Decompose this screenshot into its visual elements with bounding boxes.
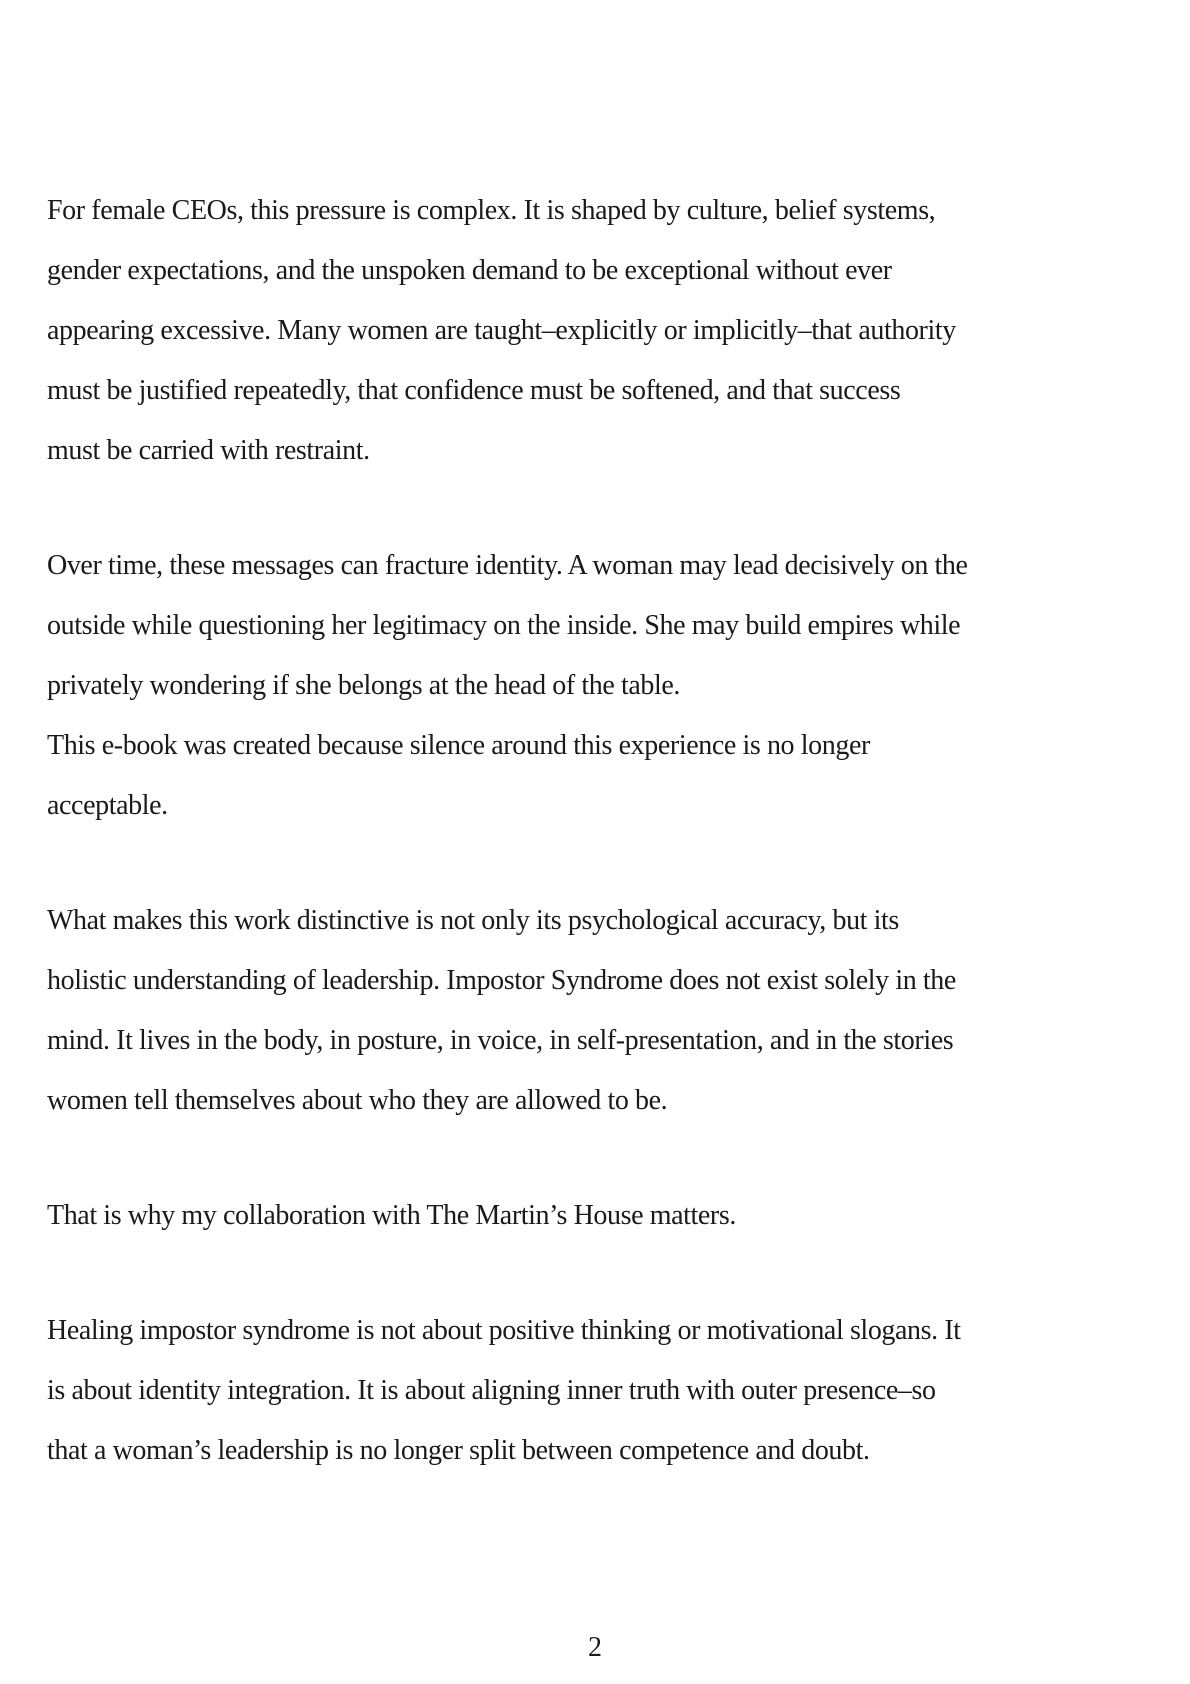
text-line: mind. It lives in the body, in posture, in voice, in self-presentation, and in the stories [47, 1025, 954, 1056]
text-line: gender expectations, and the unspoken demand to be exceptional without ever [47, 255, 892, 286]
paragraph-healing [47, 1301, 1160, 1481]
text-line: What makes this work distinctive is not only its psychological accuracy, but its [47, 905, 899, 936]
text-line: is about identity integration. It is about aligning inner truth with outer presence–so [47, 1375, 936, 1406]
text-line: appearing excessive. Many women are taught–explicitly or implicitly–that authority [47, 315, 956, 346]
paragraph-distinctive [47, 891, 1160, 1131]
text-line: women tell themselves about who they are allowed to be. [47, 1085, 668, 1116]
text-line: holistic understanding of leadership. Impostor Syndrome does not exist solely in the [47, 965, 956, 996]
page-content [47, 181, 1160, 1481]
text-line: must be carried with restraint. [47, 435, 370, 466]
text-line: must be justified repeatedly, that confidence must be softened, and that success [47, 375, 901, 406]
text-line: Healing impostor syndrome is not about positive thinking or motivational slogans. It [47, 1315, 961, 1346]
paragraph-ebook-purpose [47, 716, 1160, 836]
text-line: that a woman’s leadership is no longer split between competence and doubt. [47, 1435, 870, 1466]
paragraph-identity [47, 536, 1160, 716]
text-line: That is why my collaboration with The Martin’s House matters. [47, 1200, 736, 1231]
page-number: 2 [588, 1632, 602, 1663]
text-line: This e-book was created because silence around this experience is no longer [47, 730, 870, 761]
paragraph-collaboration [47, 1186, 1160, 1246]
text-line: Over time, these messages can fracture identity. A woman may lead decisively on the [47, 550, 968, 581]
text-line: acceptable. [47, 790, 168, 821]
text-line: privately wondering if she belongs at the head of the table. [47, 670, 681, 701]
text-line: For female CEOs, this pressure is complex. It is shaped by culture, belief systems, [47, 195, 936, 226]
paragraph-pressure [47, 181, 1160, 481]
text-line: outside while questioning her legitimacy on the inside. She may build empires while [47, 610, 961, 641]
